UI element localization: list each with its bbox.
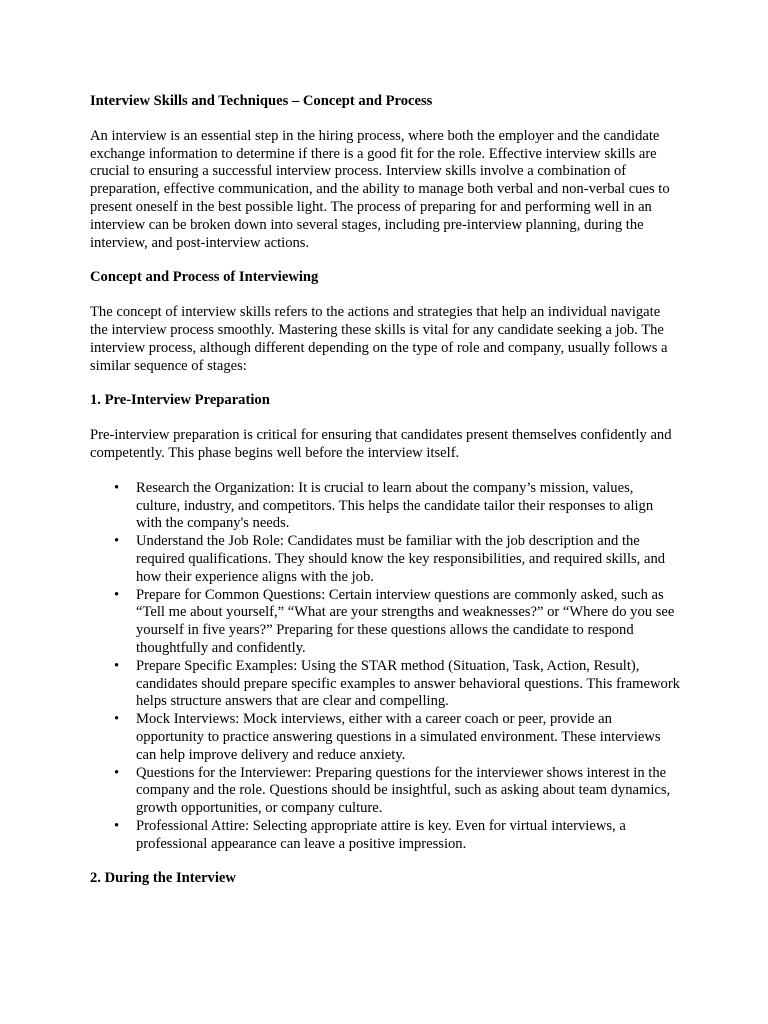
- bullet-icon: •: [114, 764, 120, 781]
- bullet-icon: •: [114, 586, 120, 603]
- list-item-text: Mock Interviews: Mock interviews, either with a career coach or peer, provide an opportunity to practice answering questions in a simulated environment. These interviews can help improve delivery and reduce anxiety.: [136, 711, 661, 763]
- list-item-text: Research the Organization: It is crucial to learn about the company’s mission, values, culture, industry, and competitors. This helps the candidate tailor their responses to align with the company's needs.: [136, 479, 654, 532]
- list-item: [114, 586, 680, 658]
- concept-paragraph: The concept of interview skills refers to the actions and strategies that help an individual navigate the interview process smoothly. Mastering these skills is vital for any candidate seeking a job. The interview process, although different depending on the type of role and company, usually follows a similar sequence of stages:: [90, 304, 668, 374]
- section-1-heading: 1. Pre-Interview Preparation: [90, 392, 270, 409]
- document-title: Interview Skills and Techniques – Concept and Process: [90, 93, 433, 109]
- bullet-icon: •: [114, 533, 120, 550]
- list-item: [114, 533, 680, 586]
- section-1-paragraph: Pre-interview preparation is critical for ensuring that candidates present themselves confidently and competently. This phase begins well before the interview itself.: [90, 427, 672, 461]
- list-item: [114, 479, 680, 533]
- section-1-bullet-list: [90, 480, 680, 854]
- list-item-text: Prepare Specific Examples: Using the STAR method (Situation, Task, Action, Result), candidates should prepare specific examples to answer behavioral questions. This framework helps structure answers that are clear and compelling.: [136, 657, 680, 710]
- list-item: [114, 817, 680, 854]
- list-item-text: Professional Attire: Selecting appropriate attire is key. Even for virtual interviews, a professional appearance can leave a positive impression.: [136, 817, 626, 852]
- bullet-icon: •: [114, 479, 120, 496]
- document-body: [90, 93, 680, 905]
- list-item-text: Prepare for Common Questions: Certain interview questions are commonly asked, such as “Tell me about yourself,” “What are your strengths and weaknesses?” or “Where do you see yourself in five years?” Preparing for these questions allows the candidate to respond thoughtfully and confidently.: [136, 586, 675, 656]
- concept-heading: Concept and Process of Interviewing: [90, 269, 319, 286]
- list-item: [114, 764, 680, 818]
- bullet-icon: •: [114, 711, 120, 728]
- section-2-heading: 2. During the Interview: [90, 870, 236, 887]
- list-item: [114, 657, 680, 711]
- bullet-icon: •: [114, 657, 120, 674]
- intro-paragraph: An interview is an essential step in the hiring process, where both the employer and the candidate exchange information to determine if there is a good fit for the role. Effective interview skills are crucial to ensuring a successful interview process. Interview skills involve a combination of preparation, effective communication, and the ability to manage both verbal and non-verbal cues to present oneself in the best possible light. The process of preparing for and performing well in an interview can be broken down into several stages, including pre-interview planning, during the interview, and post-interview actions.: [90, 127, 670, 251]
- list-item-text: Questions for the Interviewer: Preparing questions for the interviewer shows interest in the company and the role. Questions should be insightful, such as asking about team dynamics, growth opportunities, or company culture.: [136, 764, 671, 817]
- list-item: [114, 711, 680, 764]
- bullet-icon: •: [114, 817, 120, 834]
- list-item-text: Understand the Job Role: Candidates must be familiar with the job description and the required qualifications. They should know the key responsibilities, and required skills, and how their experience aligns with the job.: [136, 533, 666, 585]
